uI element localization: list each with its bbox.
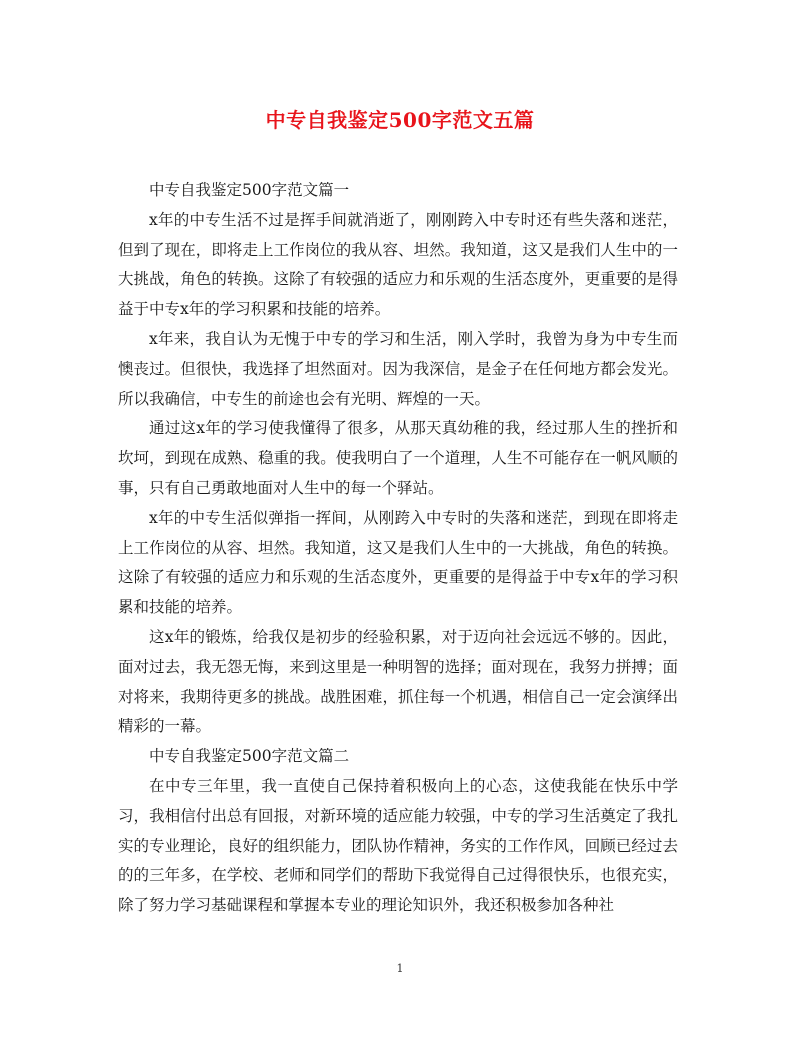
paragraph: x年的中专生活似弹指一挥间，从刚跨入中专时的失落和迷茫，到现在即将走上工作岗位的从容、坦然。我知道，这又是我们人生中的一大挑战，角色的转换。这除了有较强的适应力和乐观的生活态度外，更重要的是得益于中专x年的学习积累和技能的培养。 [118, 508, 678, 617]
paragraph: 通过这x年的学习使我懂得了很多，从那天真幼稚的我，经过那人生的挫折和坎坷，到现在成熟、稳重的我。使我明白了一个道理，人生不可能存在一帆风顺的事，只有自己勇敢地面对人生中的每一个驿站。 [118, 419, 678, 497]
section-heading-1: 中专自我鉴定500字范文篇一 [149, 181, 350, 199]
page-number: 1 [396, 962, 404, 975]
paragraph: x年来，我自认为无愧于中专的学习和生活，刚入学时，我曾为身为中专生而懊丧过。但很快，我选择了坦然面对。因为我深信，是金子在任何地方都会发光。所以我确信，中专生的前途也会有光明、辉煌的一天。 [118, 329, 678, 408]
document-body [118, 176, 678, 921]
page-title: 中专自我鉴定500字范文五篇 [265, 108, 535, 132]
section-heading-2: 中专自我鉴定500字范文篇二 [149, 747, 350, 766]
paragraph: 在中专三年里，我一直使自己保持着积极向上的心态，这使我能在快乐中学习，我相信付出总有回报，对新环境的适应能力较强，中专的学习生活奠定了我扎实的专业理论，良好的组织能力，团队协作精神，务实的工作作风，回顾已经过去的的三年多，在学校、老师和同学们的帮助下我觉得自己过得很快乐，也很充实，除了努力学习基础课程和掌握本专业的理论知识外，我还积极参加各种社 [118, 776, 678, 915]
paragraph: x年的中专生活不过是挥手间就消逝了，刚刚跨入中专时还有些失落和迷茫，但到了现在，即将走上工作岗位的我从容、坦然。我知道，这又是我们人生中的一大挑战，角色的转换。这除了有较强的适应力和乐观的生活态度外，更重要的是得益于中专x年的学习积累和技能的培养。 [118, 210, 678, 319]
paragraph: 这x年的锻炼，给我仅是初步的经验积累，对于迈向社会远远不够的。因此，面对过去，我无怨无悔，来到这里是一种明智的选择；面对现在，我努力拼搏；面对将来，我期待更多的挑战。战胜困难，抓住每一个机遇，相信自己一定会演绎出精彩的一幕。 [118, 627, 678, 736]
